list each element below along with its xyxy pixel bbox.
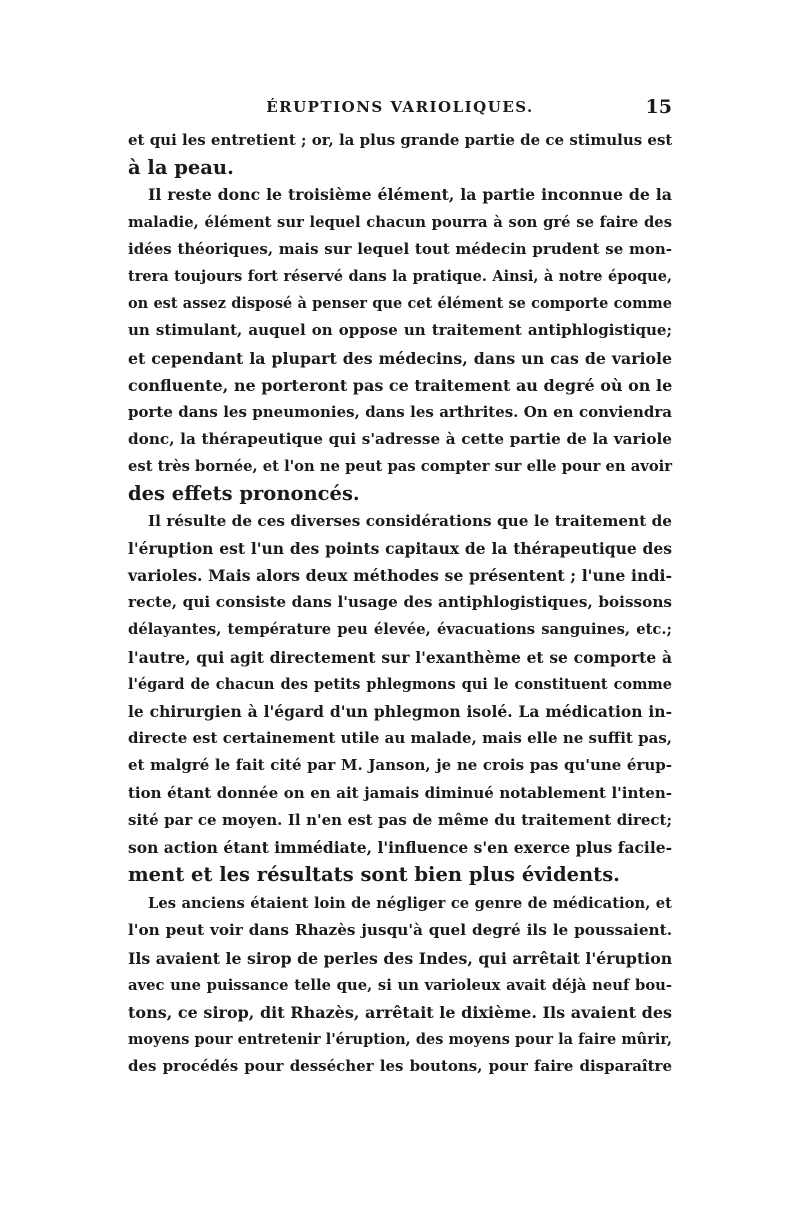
text-line: son action étant immédiate, l'influence s'en exerce plus facile- — [128, 837, 672, 857]
text-line: à la peau. — [128, 156, 234, 180]
text-line: sité par ce moyen. Il n'en est pas de même du traitement direct; — [128, 810, 672, 829]
text-line: et malgré le fait cité par M. Janson, je ne crois pas qu'une érup- — [128, 756, 672, 775]
text-line: confluente, ne porteront pas ce traitement au degré où on le — [128, 375, 673, 395]
paragraph — [128, 508, 672, 889]
text-line: idées théoriques, mais sur lequel tout médecin prudent se mon- — [128, 239, 672, 258]
text-line: délayantes, température peu élevée, évacuations sanguines, etc.; — [128, 621, 672, 639]
text-line: on est assez disposé à penser que cet élément se comporte comme — [128, 295, 672, 313]
text-line: et cependant la plupart des médecins, dans un cas de variole — [128, 348, 672, 368]
text-line: Il résulte de ces diverses considérations que le traitement de — [148, 511, 672, 530]
body-text — [128, 127, 672, 1081]
running-head — [128, 96, 672, 124]
text-line: tion étant donnée on en ait jamais diminué notablement l'inten- — [128, 783, 672, 802]
text-line: l'égard de chacun des petits phlegmons qui le constituent comme — [128, 675, 672, 693]
running-title: ÉRUPTIONS VARIOLIQUES. — [266, 98, 534, 116]
text-line: Il reste donc le troisième élément, la partie inconnue de la — [148, 185, 672, 205]
paragraph — [128, 127, 672, 181]
text-line: Les anciens étaient loin de négliger ce genre de médication, et — [148, 895, 672, 913]
text-line: est très bornée, et l'on ne peut pas compter sur elle pour en avoir — [128, 458, 673, 476]
text-line: ment et les résultats sont bien plus évidents. — [128, 863, 620, 887]
text-line: un stimulant, auquel on oppose un traitement antiphlogistique; — [128, 321, 672, 340]
text-line: et qui les entretient ; or, la plus grande partie de ce stimulus est — [128, 131, 673, 149]
text-line: directe est certainement utile au malade, mais elle ne suffit pas, — [128, 729, 672, 748]
text-line: varioles. Mais alors deux méthodes se présentent ; l'une indi- — [128, 566, 672, 585]
text-line: des procédés pour dessécher les boutons, pour faire disparaître — [128, 1057, 672, 1076]
text-line: trera toujours fort réservé dans la pratique. Ainsi, à notre époque, — [128, 267, 672, 285]
text-line: porte dans les pneumonies, dans les arthrites. On en conviendra — [128, 402, 672, 421]
text-line: Ils avaient le sirop de perles des Indes, qui arrêtait l'éruption — [128, 948, 673, 968]
text-line: donc, la thérapeutique qui s'adresse à cette partie de la variole — [128, 430, 672, 449]
text-line: tons, ce sirop, dit Rhazès, arrêtait le dixième. Ils avaient des — [128, 1003, 672, 1022]
text-line: le chirurgien à l'égard d'un phlegmon isolé. La médication in- — [128, 701, 672, 721]
paragraph — [128, 890, 672, 1080]
text-line: avec une puissance telle que, si un varioleux avait déjà neuf bou- — [128, 976, 672, 994]
page-number: 15 — [645, 96, 672, 118]
text-line: recte, qui consiste dans l'usage des antiphlogistiques, boissons — [128, 593, 672, 612]
text-line: l'on peut voir dans Rhazès jusqu'à quel degré ils le poussaient. — [128, 921, 672, 940]
text-line: maladie, élément sur lequel chacun pourra à son gré se faire des — [128, 213, 672, 231]
text-line: des effets prononcés. — [128, 482, 360, 506]
text-line: l'éruption est l'un des points capitaux de la thérapeutique des — [128, 538, 672, 558]
text-line: moyens pour entretenir l'éruption, des moyens pour la faire mûrir, — [128, 1031, 672, 1049]
paragraph — [128, 181, 672, 507]
text-line: l'autre, qui agit directement sur l'exanthème et se comporte à — [128, 647, 672, 667]
